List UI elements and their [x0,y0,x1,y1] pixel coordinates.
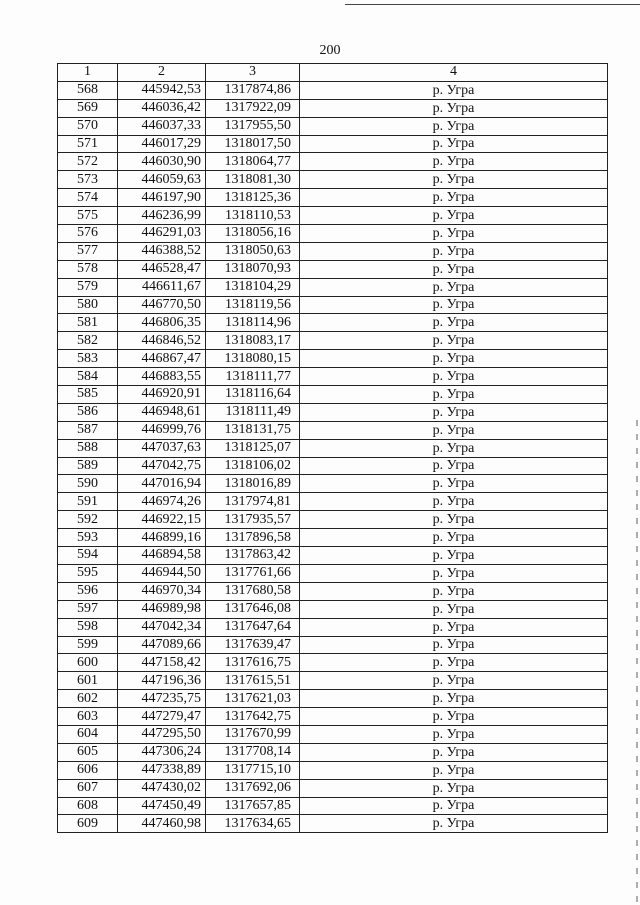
point-number: 569 [58,99,118,117]
point-number: 606 [58,761,118,779]
x-coordinate: 446770,50 [118,296,206,314]
y-coordinate: 1318119,56 [206,296,300,314]
point-number: 607 [58,779,118,797]
description: р. Угра [300,296,608,314]
table-row [58,81,608,99]
description: р. Угра [300,225,608,243]
y-coordinate: 1317621,03 [206,690,300,708]
table-row [58,475,608,493]
y-coordinate: 1318125,36 [206,189,300,207]
description: р. Угра [300,350,608,368]
y-coordinate: 1317761,66 [206,564,300,582]
description: р. Угра [300,117,608,135]
table-row [58,654,608,672]
point-number: 581 [58,314,118,332]
coordinates-table [57,63,608,833]
table-row [58,761,608,779]
description: р. Угра [300,761,608,779]
description: р. Угра [300,797,608,815]
description: р. Угра [300,547,608,565]
table-row [58,403,608,421]
table-row [58,815,608,833]
y-coordinate: 1317708,14 [206,743,300,761]
x-coordinate: 446388,52 [118,242,206,260]
table-row [58,529,608,547]
point-number: 592 [58,511,118,529]
y-coordinate: 1318050,63 [206,242,300,260]
table-row [58,708,608,726]
header-row [58,64,608,82]
x-coordinate: 446944,50 [118,564,206,582]
table-row [58,511,608,529]
table-row [58,672,608,690]
point-number: 577 [58,242,118,260]
x-coordinate: 447042,34 [118,618,206,636]
y-coordinate: 1317639,47 [206,636,300,654]
point-number: 586 [58,403,118,421]
x-coordinate: 446894,58 [118,547,206,565]
point-number: 573 [58,171,118,189]
point-number: 603 [58,708,118,726]
x-coordinate: 447196,36 [118,672,206,690]
x-coordinate: 447235,75 [118,690,206,708]
table-row [58,636,608,654]
point-number: 583 [58,350,118,368]
description: р. Угра [300,654,608,672]
table-row [58,690,608,708]
point-number: 589 [58,457,118,475]
x-coordinate: 447089,66 [118,636,206,654]
table-row [58,189,608,207]
y-coordinate: 1317642,75 [206,708,300,726]
table-row [58,153,608,171]
x-coordinate: 446922,15 [118,511,206,529]
table-row [58,350,608,368]
x-coordinate: 447338,89 [118,761,206,779]
y-coordinate: 1318083,17 [206,332,300,350]
table-row [58,564,608,582]
point-number: 572 [58,153,118,171]
y-coordinate: 1317863,42 [206,547,300,565]
description: р. Угра [300,618,608,636]
description: р. Угра [300,153,608,171]
description: р. Угра [300,493,608,511]
description: р. Угра [300,242,608,260]
x-coordinate: 446999,76 [118,421,206,439]
table-row [58,618,608,636]
y-coordinate: 1317935,57 [206,511,300,529]
point-number: 608 [58,797,118,815]
description: р. Угра [300,403,608,421]
point-number: 601 [58,672,118,690]
scan-edge-artifact [636,420,638,905]
point-number: 602 [58,690,118,708]
y-coordinate: 1318131,75 [206,421,300,439]
point-number: 590 [58,475,118,493]
y-coordinate: 1317896,58 [206,529,300,547]
y-coordinate: 1317955,50 [206,117,300,135]
point-number: 594 [58,547,118,565]
point-number: 579 [58,278,118,296]
y-coordinate: 1318110,53 [206,207,300,225]
description: р. Угра [300,529,608,547]
x-coordinate: 446197,90 [118,189,206,207]
y-coordinate: 1317616,75 [206,654,300,672]
y-coordinate: 1318016,89 [206,475,300,493]
page-number: 200 [319,43,341,58]
description: р. Угра [300,475,608,493]
point-number: 604 [58,725,118,743]
description: р. Угра [300,278,608,296]
header-col-1: 1 [58,64,118,82]
point-number: 582 [58,332,118,350]
x-coordinate: 446037,33 [118,117,206,135]
description: р. Угра [300,171,608,189]
description: р. Угра [300,815,608,833]
x-coordinate: 446883,55 [118,368,206,386]
table-body [58,81,608,832]
description: р. Угра [300,457,608,475]
x-coordinate: 446899,16 [118,529,206,547]
table-row [58,743,608,761]
description: р. Угра [300,421,608,439]
x-coordinate: 447295,50 [118,725,206,743]
description: р. Угра [300,99,608,117]
table-row [58,725,608,743]
x-coordinate: 446059,63 [118,171,206,189]
description: р. Угра [300,725,608,743]
description: р. Угра [300,314,608,332]
x-coordinate: 446846,52 [118,332,206,350]
x-coordinate: 447430,02 [118,779,206,797]
scan-border-line [345,4,640,5]
table-row [58,797,608,815]
y-coordinate: 1318081,30 [206,171,300,189]
description: р. Угра [300,81,608,99]
point-number: 595 [58,564,118,582]
description: р. Угра [300,386,608,404]
description: р. Угра [300,207,608,225]
point-number: 599 [58,636,118,654]
y-coordinate: 1318056,16 [206,225,300,243]
y-coordinate: 1317615,51 [206,672,300,690]
y-coordinate: 1317670,99 [206,725,300,743]
table-row [58,457,608,475]
x-coordinate: 446806,35 [118,314,206,332]
description: р. Угра [300,189,608,207]
y-coordinate: 1317692,06 [206,779,300,797]
x-coordinate: 447042,75 [118,457,206,475]
x-coordinate: 446030,90 [118,153,206,171]
table-row [58,171,608,189]
table-row [58,439,608,457]
point-number: 571 [58,135,118,153]
x-coordinate: 446236,99 [118,207,206,225]
description: р. Угра [300,636,608,654]
table-row [58,779,608,797]
table-row [58,421,608,439]
description: р. Угра [300,439,608,457]
x-coordinate: 446920,91 [118,386,206,404]
description: р. Угра [300,582,608,600]
point-number: 597 [58,600,118,618]
description: р. Угра [300,260,608,278]
y-coordinate: 1318070,93 [206,260,300,278]
x-coordinate: 446017,29 [118,135,206,153]
y-coordinate: 1318114,96 [206,314,300,332]
y-coordinate: 1317715,10 [206,761,300,779]
y-coordinate: 1318064,77 [206,153,300,171]
point-number: 591 [58,493,118,511]
x-coordinate: 446867,47 [118,350,206,368]
point-number: 576 [58,225,118,243]
y-coordinate: 1317680,58 [206,582,300,600]
x-coordinate: 447037,63 [118,439,206,457]
point-number: 585 [58,386,118,404]
y-coordinate: 1317647,64 [206,618,300,636]
point-number: 578 [58,260,118,278]
x-coordinate: 446974,26 [118,493,206,511]
y-coordinate: 1318125,07 [206,439,300,457]
description: р. Угра [300,779,608,797]
x-coordinate: 447460,98 [118,815,206,833]
header-col-3: 3 [206,64,300,82]
table-row [58,135,608,153]
point-number: 596 [58,582,118,600]
table-row [58,225,608,243]
point-number: 598 [58,618,118,636]
description: р. Угра [300,564,608,582]
x-coordinate: 445942,53 [118,81,206,99]
point-number: 570 [58,117,118,135]
description: р. Угра [300,511,608,529]
description: р. Угра [300,743,608,761]
table-row [58,99,608,117]
x-coordinate: 446036,42 [118,99,206,117]
y-coordinate: 1317922,09 [206,99,300,117]
point-number: 568 [58,81,118,99]
point-number: 575 [58,207,118,225]
x-coordinate: 447016,94 [118,475,206,493]
point-number: 588 [58,439,118,457]
description: р. Угра [300,135,608,153]
point-number: 609 [58,815,118,833]
y-coordinate: 1317874,86 [206,81,300,99]
table-row [58,332,608,350]
y-coordinate: 1317657,85 [206,797,300,815]
table-row [58,493,608,511]
table-row [58,386,608,404]
x-coordinate: 446970,34 [118,582,206,600]
description: р. Угра [300,672,608,690]
table-row [58,547,608,565]
y-coordinate: 1318116,64 [206,386,300,404]
table-row [58,278,608,296]
y-coordinate: 1318111,49 [206,403,300,421]
y-coordinate: 1317634,65 [206,815,300,833]
table-row [58,242,608,260]
point-number: 584 [58,368,118,386]
header-col-2: 2 [118,64,206,82]
x-coordinate: 446291,03 [118,225,206,243]
point-number: 580 [58,296,118,314]
x-coordinate: 446528,47 [118,260,206,278]
table-row [58,296,608,314]
point-number: 587 [58,421,118,439]
y-coordinate: 1318111,77 [206,368,300,386]
description: р. Угра [300,708,608,726]
table-row [58,207,608,225]
x-coordinate: 447450,49 [118,797,206,815]
x-coordinate: 447306,24 [118,743,206,761]
description: р. Угра [300,332,608,350]
x-coordinate: 447279,47 [118,708,206,726]
description: р. Угра [300,368,608,386]
table-row [58,260,608,278]
x-coordinate: 446948,61 [118,403,206,421]
table-row [58,117,608,135]
header-col-4: 4 [300,64,608,82]
y-coordinate: 1317646,08 [206,600,300,618]
y-coordinate: 1318104,29 [206,278,300,296]
y-coordinate: 1318106,02 [206,457,300,475]
description: р. Угра [300,690,608,708]
y-coordinate: 1318017,50 [206,135,300,153]
point-number: 593 [58,529,118,547]
x-coordinate: 447158,42 [118,654,206,672]
description: р. Угра [300,600,608,618]
table-row [58,368,608,386]
table-row [58,582,608,600]
point-number: 574 [58,189,118,207]
x-coordinate: 446989,98 [118,600,206,618]
point-number: 605 [58,743,118,761]
y-coordinate: 1317974,81 [206,493,300,511]
table-row [58,600,608,618]
x-coordinate: 446611,67 [118,278,206,296]
table-row [58,314,608,332]
y-coordinate: 1318080,15 [206,350,300,368]
point-number: 600 [58,654,118,672]
